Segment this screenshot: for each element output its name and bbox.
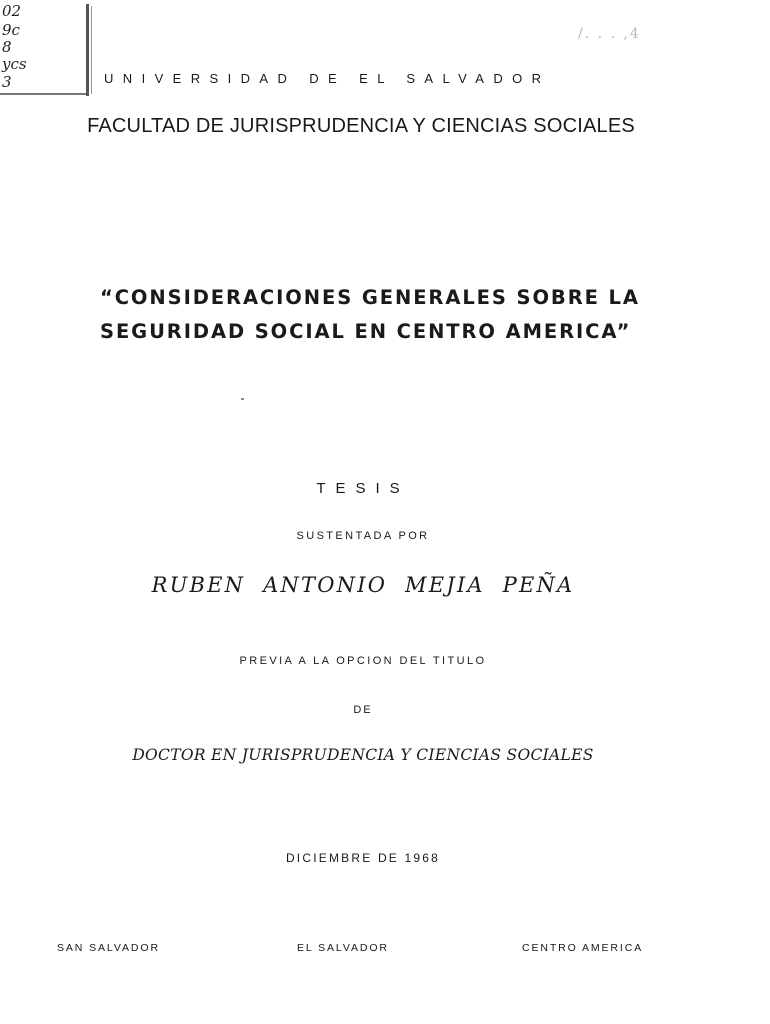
stamp-line: 02 bbox=[2, 2, 22, 20]
stamp-border bbox=[86, 4, 89, 96]
stamp-border bbox=[0, 93, 86, 95]
stamp-line: 3 bbox=[2, 73, 12, 91]
document-type-label: TESIS bbox=[316, 480, 410, 497]
footer-city: SAN SALVADOR bbox=[57, 942, 160, 954]
thesis-date: DICIEMBRE DE 1968 bbox=[285, 851, 441, 865]
degree-connector: DE bbox=[353, 704, 373, 716]
degree-prefix: PREVIA A LA OPCION DEL TITULO bbox=[239, 655, 487, 667]
thesis-title-line-1: “CONSIDERACIONES GENERALES SOBRE LA bbox=[100, 286, 640, 309]
thesis-title-line-2: SEGURIDAD SOCIAL EN CENTRO AMERICA” bbox=[100, 320, 632, 343]
call-number-stamp bbox=[0, 0, 98, 100]
stamp-line: ycs bbox=[2, 55, 27, 73]
degree-title: DOCTOR EN JURISPRUDENCIA Y CIENCIAS SOCIALES bbox=[132, 746, 594, 764]
faint-corner-mark: /. . . ,4 bbox=[578, 26, 641, 42]
footer-country: EL SALVADOR bbox=[297, 942, 389, 954]
faculty-name: FACULTAD DE JURISPRUDENCIA Y CIENCIAS SOCIALES bbox=[87, 115, 635, 137]
author-name: RUBEN ANTONIO MEJIA PEÑA bbox=[151, 573, 575, 597]
footer-region: CENTRO AMERICA bbox=[522, 942, 644, 954]
stamp-line: 9c bbox=[2, 21, 20, 39]
university-name: UNIVERSIDAD DE EL SALVADOR bbox=[104, 71, 551, 86]
presented-by-label: SUSTENTADA POR bbox=[296, 530, 430, 542]
stamp-border bbox=[91, 6, 92, 94]
paper-speck bbox=[241, 398, 244, 400]
stamp-line: 8 bbox=[2, 38, 12, 56]
